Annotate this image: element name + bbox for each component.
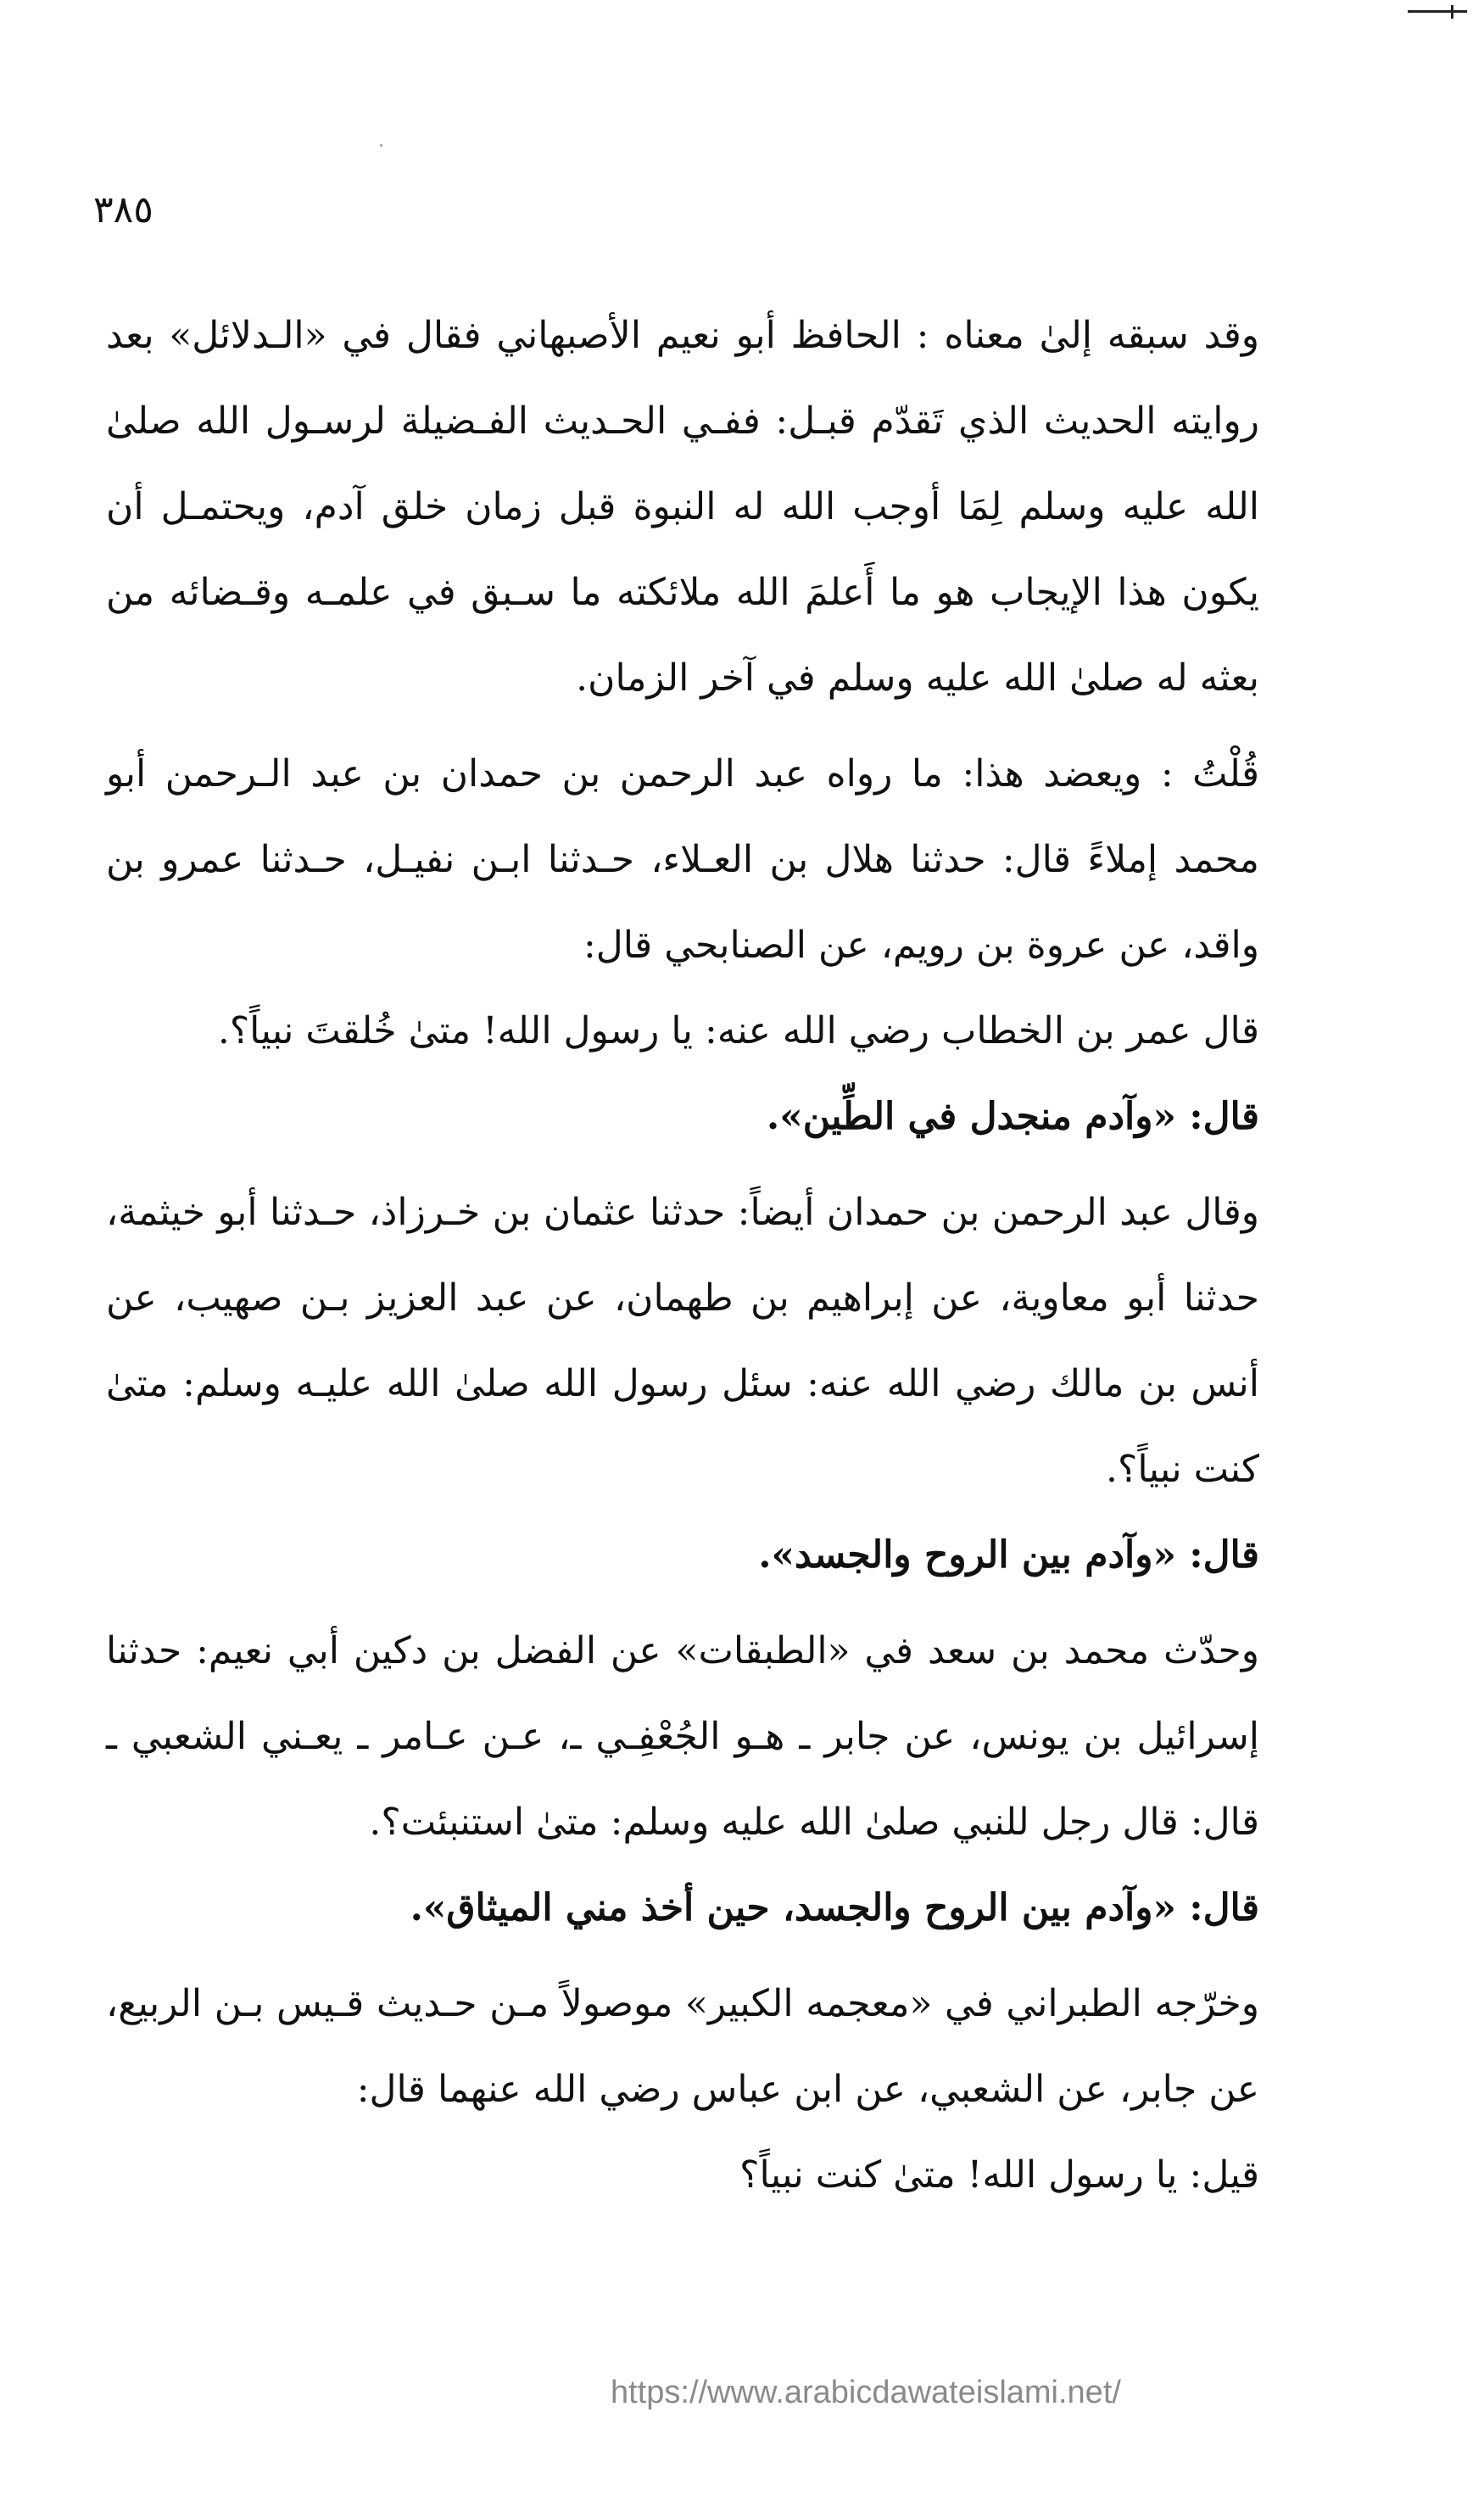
paragraph-intro: وقد سبقه إلىٰ معناه : الحافظ أبو نعيم الأصبهاني فقال في «الـدلائل» بعد روايته الحديث الذي تَقدّم قبـل: ففـي الحـديث الفـضيلة لرسـول الله صلىٰ الله عليه وسلم لِمَا أوجب الله له النبوة قبل زمان خلق آدم، ويحتمـل أن يكون هذا الإيجاب هو ما أَعلمَ الله ملائكته ما سـبق في علمـه وقـضائه من بعثه له صلىٰ الله عليه وسلم في آخر الزمان.	[106, 314, 1259, 700]
corner-crop-mark	[1408, 5, 1467, 19]
paragraph-answer-1: قال: «وآدم منجدل في الطِّين».	[766, 1095, 1259, 1138]
paragraph-qultu: قُلْتُ : ويعضد هذا: ما رواه عبد الرحمن بن حمدان بن عبد الـرحمن أبو محمد إملاءً قال: حدثنا هلال بن العـلاء، حـدثنا ابـن نفيـل، حـدثنا عمرو بن واقد، عن عروة بن رويم، عن الصنابحي قال:	[106, 752, 1259, 967]
page-number: ٣٨٥	[93, 188, 153, 232]
scan-speck	[380, 144, 382, 147]
paragraph-tabarani: وخرّجه الطبراني في «معجمه الكبير» موصولاً مـن حـديث قـيس بـن الربيع، عن جابر، عن الشعبي، عن ابن عباس رضي الله عنهما قال:	[106, 1982, 1259, 2111]
body-text	[106, 293, 1340, 2218]
paragraph-question-final: قيل: يا رسول الله! متىٰ كنت نبياً؟	[739, 2153, 1259, 2197]
paragraph-umar-question: قال عمر بن الخطاب رضي الله عنه: يا رسول الله! متىٰ خُلقتَ نبياً؟.	[217, 1009, 1259, 1052]
paragraph-answer-3: قال: «وآدم بين الروح والجسد، حين أخذ مني الميثاق».	[410, 1886, 1259, 1929]
paragraph-answer-2: قال: «وآدم بين الروح والجسد».	[758, 1533, 1259, 1577]
paragraph-ibn-saad: وحدّث محمد بن سعد في «الطبقات» عن الفضل بن دكين أبي نعيم: حدثنا إسرائيل بن يونس، عن جابر ـ هـو الجُعْفِـي ـ، عـن عـامر ـ يعـني الشعبي ـ قال: قال رجل للنبي صلىٰ الله عليه وسلم: متىٰ استنبئت؟.	[106, 1629, 1259, 1844]
paragraph-abdulrahman: وقال عبد الرحمن بن حمدان أيضاً: حدثنا عثمان بن خـرزاذ، حـدثنا أبو خيثمة، حدثنا أبو معاوية، عن إبراهيم بن طهمان، عن عبد العزيز بـن صهيب، عن أنس بن مالك رضي الله عنه: سئل رسول الله صلىٰ الله عليـه وسلم: متىٰ كنت نبياً؟.	[106, 1191, 1259, 1491]
footer-url: https://www.arabicdawateislami.net/	[611, 2375, 1121, 2410]
